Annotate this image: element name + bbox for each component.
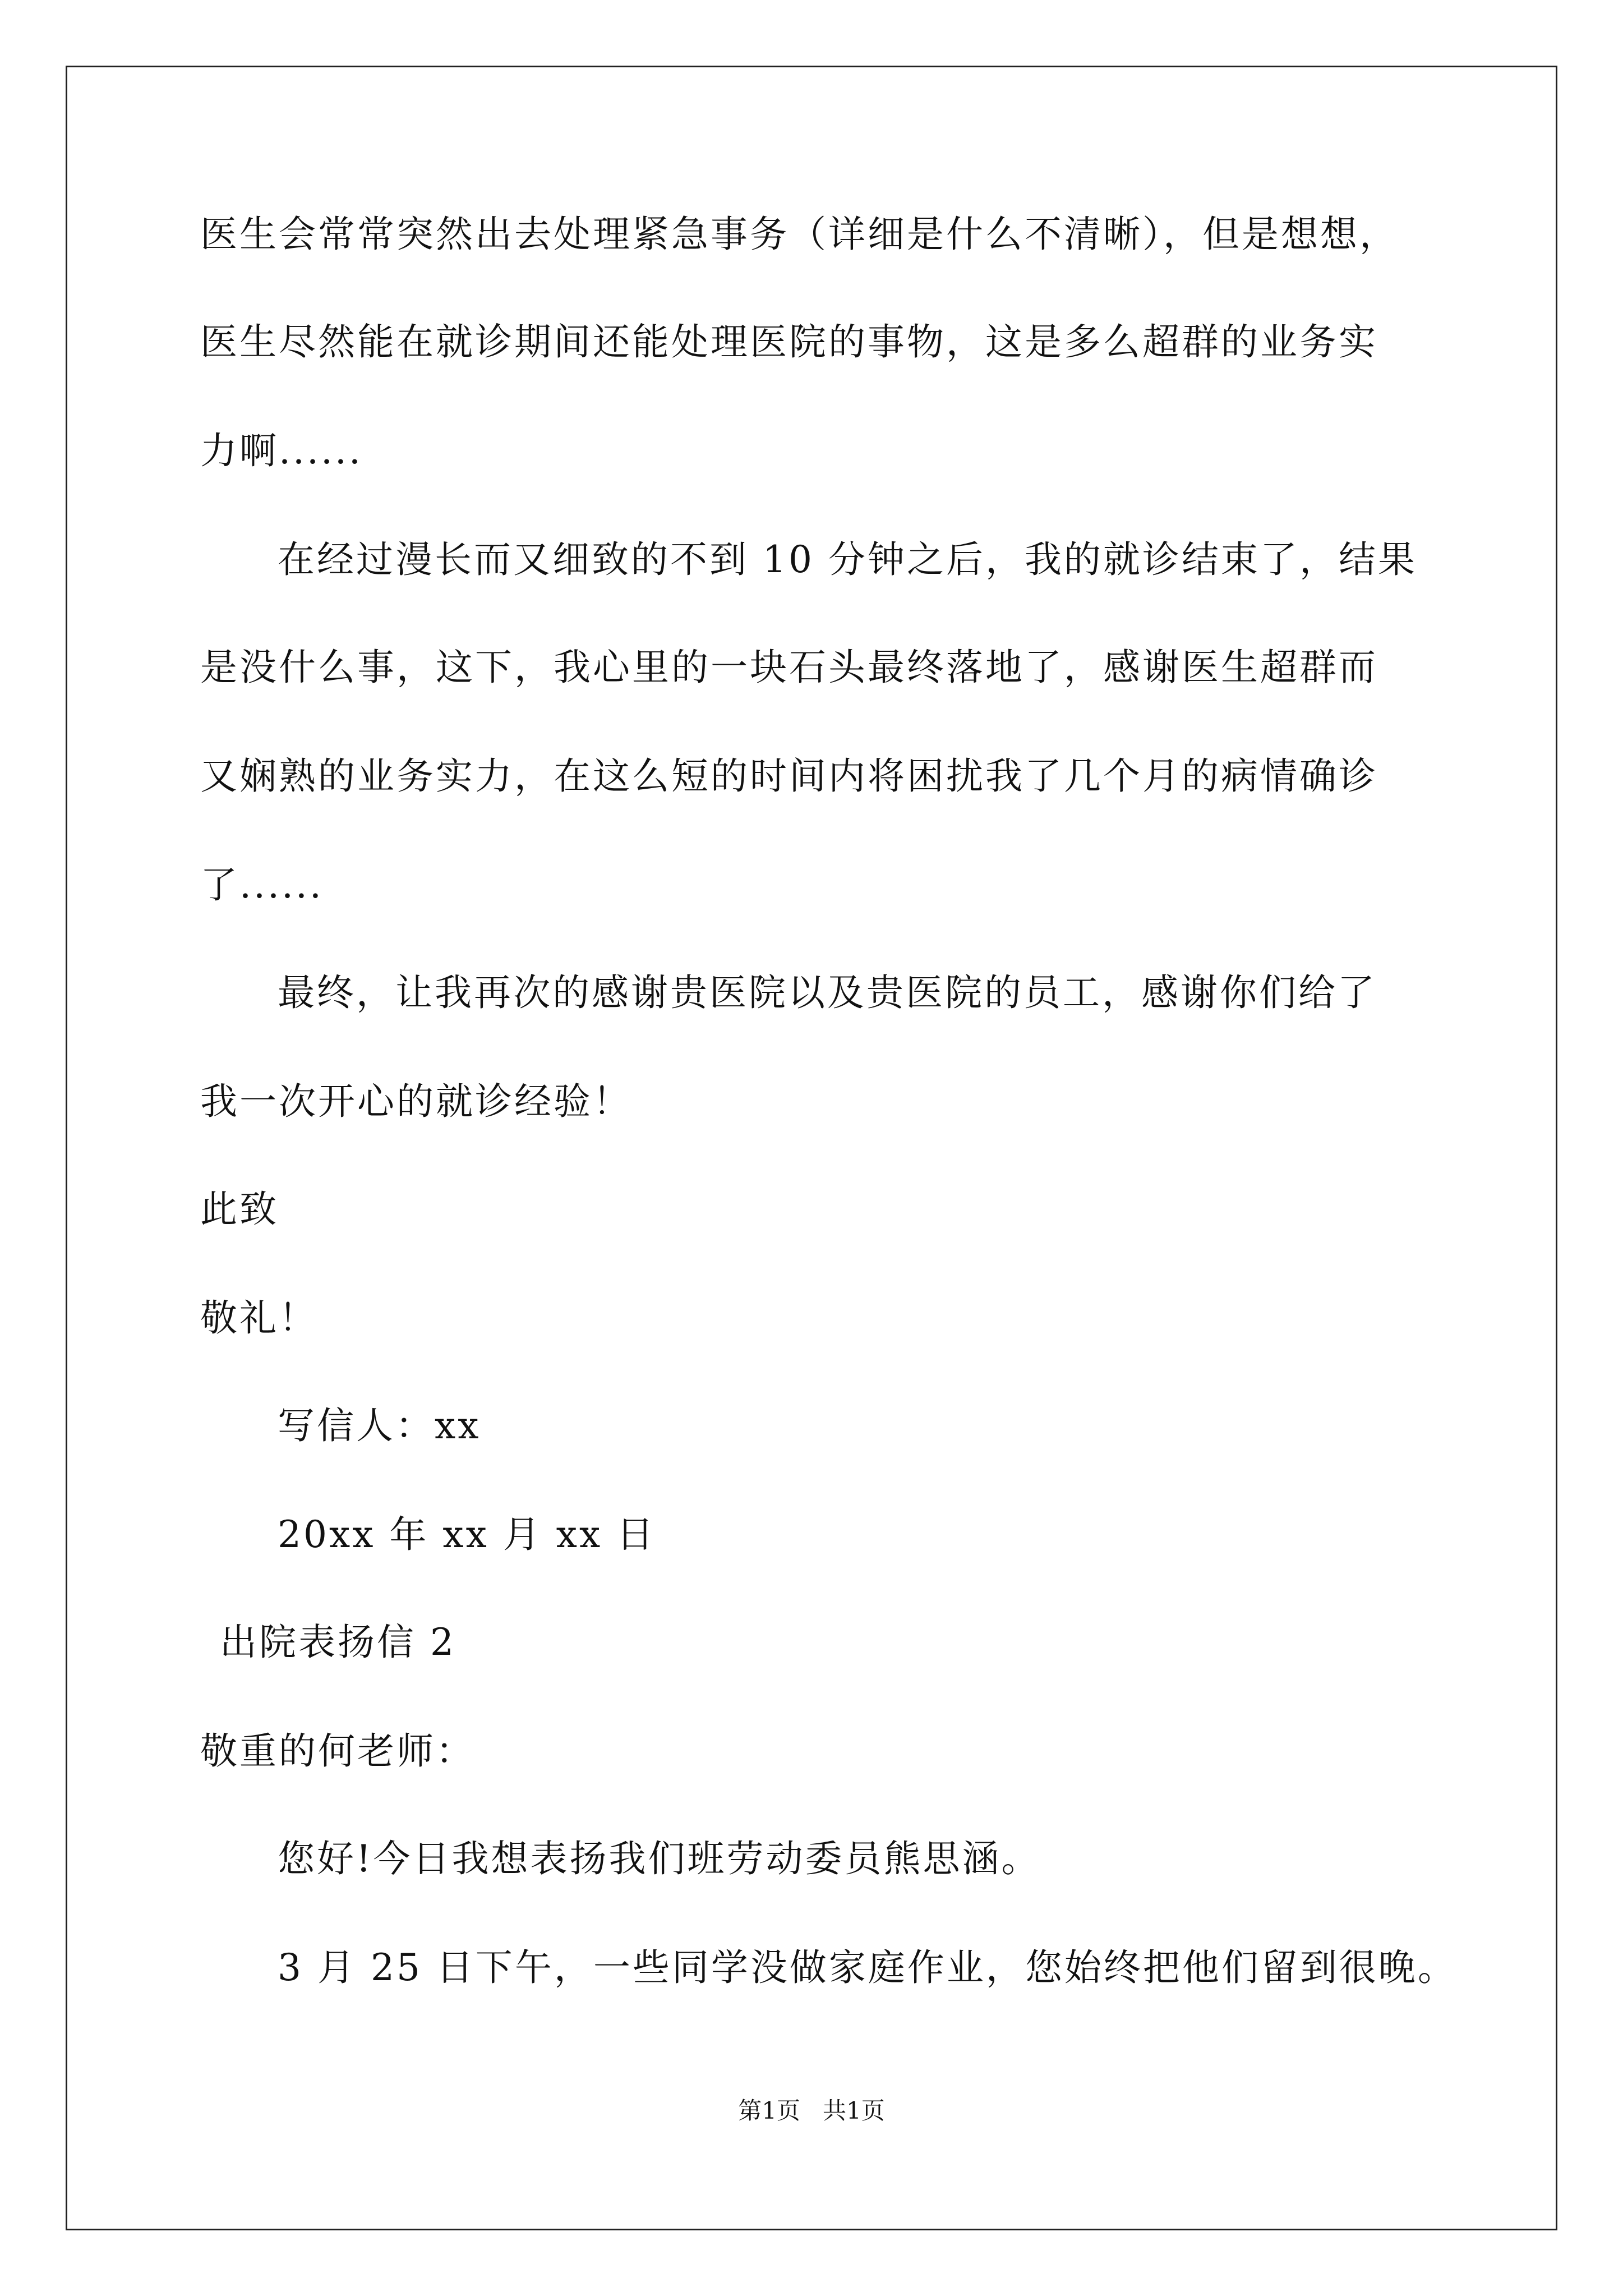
body-line-9: 我一次开心的就诊经验！ xyxy=(200,1080,632,1123)
body-line-8: 最终，让我再次的感谢贵医院以及贵医院的员工，感谢你们给了 xyxy=(278,971,1377,1014)
body-line-5: 是没什么事，这下，我心里的一块石头最终落地了，感谢医生超群而 xyxy=(200,646,1378,689)
body-line-2: 医生尽然能在就诊期间还能处理医院的事物，这是多么超群的业务实 xyxy=(200,320,1378,364)
closing-salutation: 此致 xyxy=(200,1188,279,1231)
body-line-3: 力啊...... xyxy=(200,429,363,472)
letter-greeting: 敬重的何老师： xyxy=(200,1729,475,1773)
body-line-1: 医生会常常突然出去处理紧急事务（详细是什么不清晰），但是想想， xyxy=(200,213,1399,256)
section-heading: 出院表扬信 2 xyxy=(220,1621,456,1664)
signature-date: 20xx 年 xx 月 xx 日 xyxy=(278,1513,656,1556)
page-number-footer: 第1页 共1页 xyxy=(738,2097,885,2124)
signature-writer: 写信人：xx xyxy=(278,1404,481,1447)
body-line-6: 又娴熟的业务实力，在这么短的时间内将困扰我了几个月的病情确诊 xyxy=(200,754,1378,798)
closing-respect: 敬礼！ xyxy=(200,1296,318,1340)
body-line-17: 3 月 25 日下午，一些同学没做家庭作业，您始终把他们留到很晚。 xyxy=(278,1946,1457,1989)
body-line-4: 在经过漫长而又细致的不到 10 分钟之后，我的就诊结束了，结果 xyxy=(278,538,1417,581)
body-line-7: 了...... xyxy=(200,863,324,907)
body-line-16: 您好!今日我想表扬我们班劳动委员熊思涵。 xyxy=(278,1837,1041,1880)
page-border xyxy=(66,66,1557,2230)
